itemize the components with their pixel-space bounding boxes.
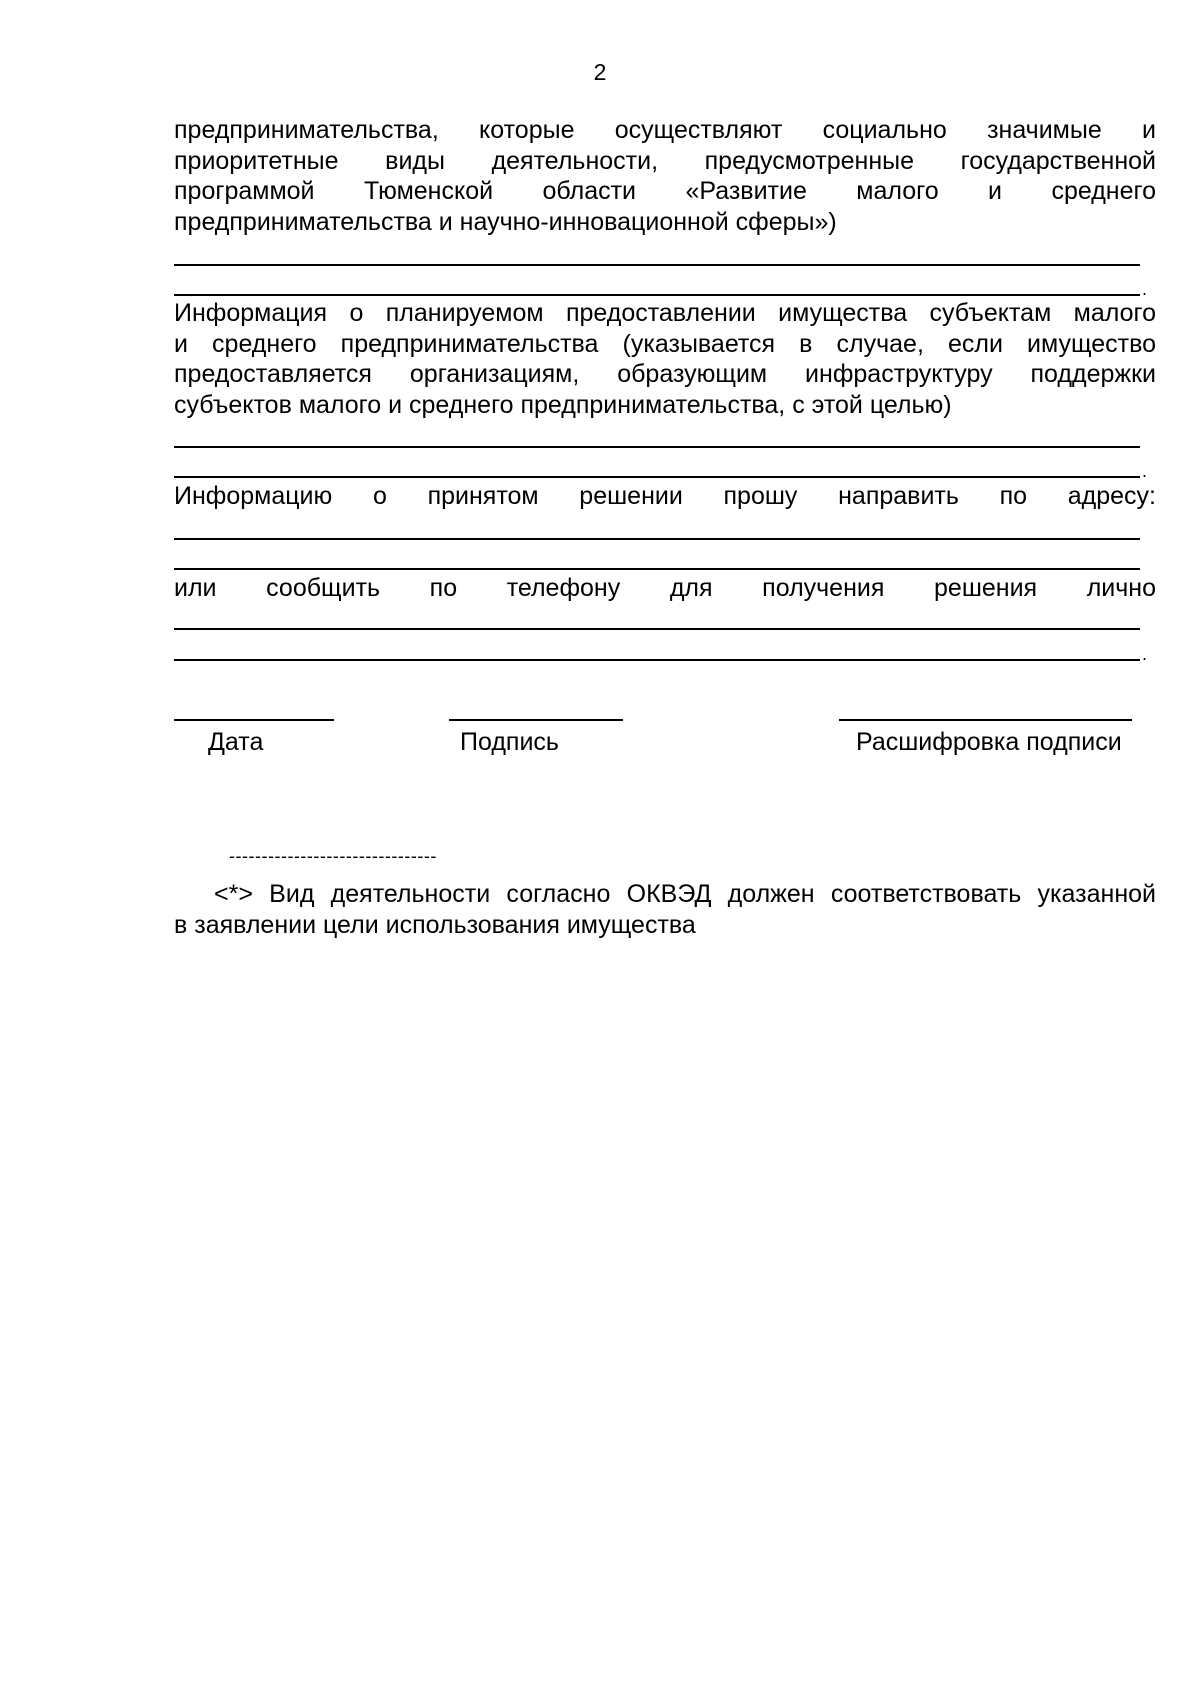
address-blank-line-1[interactable] — [174, 538, 1140, 540]
decoding-field-line[interactable] — [839, 719, 1132, 721]
blank-line-2[interactable] — [174, 294, 1140, 296]
intro-line: программой Тюменской области «Развитие малого и среднего — [174, 177, 1156, 205]
page-number: 2 — [593, 59, 607, 85]
property-info-line: Информация о планируемом предоставлении имущества субъектам малого — [174, 299, 1156, 327]
address-request-text: Информацию о принятом решении прошу направить по адресу: — [174, 482, 1156, 510]
address-blank-line-2[interactable] — [174, 568, 1140, 570]
property-info-paragraph — [174, 298, 1156, 420]
intro-line: приоритетные виды деятельности, предусмотренные государственной — [174, 146, 1156, 175]
property-info-line: предоставляется организациям, образующим инфраструктуру поддержки — [174, 360, 1156, 388]
blank-line-4[interactable] — [174, 476, 1140, 478]
signature-label: Подпись — [460, 728, 559, 756]
address-request-paragraph — [174, 481, 1156, 512]
decoding-label: Расшифровка подписи — [856, 728, 1122, 756]
signature-field-line[interactable] — [449, 719, 623, 721]
date-label: Дата — [208, 728, 264, 756]
phone-blank-line-2[interactable] — [174, 659, 1140, 661]
property-info-line: и среднего предпринимательства (указывается в случае, если имущество — [174, 329, 1156, 358]
blank-end-dot: . — [1142, 279, 1148, 299]
footnote-line: <*> Вид деятельности согласно ОКВЭД должен соответствовать указанной — [214, 880, 1156, 908]
intro-paragraph — [174, 115, 1156, 237]
intro-line: предпринимательства, которые осуществляют социально значимые и — [174, 116, 1156, 144]
blank-end-dot: . — [1142, 461, 1148, 481]
phone-request-text: или сообщить по телефону для получения решения лично — [174, 574, 1156, 602]
footnote-separator: -------------------------------- — [229, 846, 437, 866]
blank-line-3[interactable] — [174, 446, 1140, 448]
footnote-line: в заявлении цели использования имущества — [174, 910, 696, 939]
phone-blank-line-1[interactable] — [174, 628, 1140, 630]
footnote-paragraph — [174, 879, 1156, 940]
phone-request-paragraph — [174, 573, 1156, 604]
blank-line-1[interactable] — [174, 264, 1140, 266]
property-info-line: субъектов малого и среднего предпринимательства, с этой целью) — [174, 390, 952, 419]
blank-end-dot: . — [1142, 644, 1148, 664]
intro-line: предпринимательства и научно-инновационной сферы») — [174, 207, 837, 236]
date-field-line[interactable] — [174, 719, 334, 721]
